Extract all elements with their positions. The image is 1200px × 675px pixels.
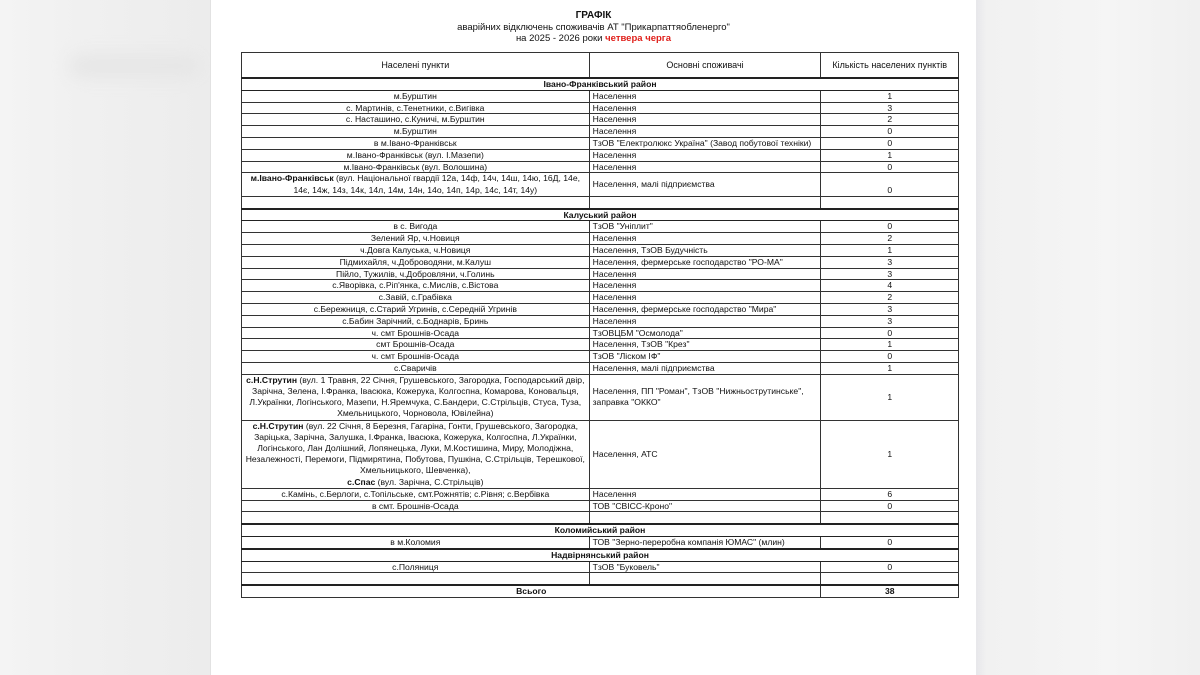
count-cell: 0	[821, 536, 959, 548]
count-cell: 2	[821, 233, 959, 245]
empty-cell	[589, 196, 821, 208]
table-row	[242, 221, 959, 233]
table-row	[242, 303, 959, 315]
count-cell: 0	[821, 561, 959, 573]
table-row	[242, 292, 959, 304]
location-cell	[242, 374, 590, 420]
consumers-cell: Населення, малі підприємства	[589, 173, 821, 196]
district-name: Надвірнянський район	[242, 549, 959, 561]
location-main: с.Н.Струтин	[246, 374, 298, 385]
table-row	[242, 137, 959, 149]
consumers-cell: Населення	[589, 268, 821, 280]
location-cell: с. Мартинів, с.Тенетники, с.Вигівка	[242, 102, 590, 114]
location-cell: с.Камінь, с.Берлоги, с.Топільське, смт.Рожнятів; с.Рівня; с.Вербівка	[242, 488, 590, 500]
consumers-cell: ТзОВЦБМ "Осмолода"	[589, 327, 821, 339]
count-cell: 2	[821, 114, 959, 126]
consumers-cell: Населення, АТС	[589, 420, 821, 488]
location-cell: ч. смт Брошнів-Осада	[242, 327, 590, 339]
location-main: м.Івано-Франківськ	[250, 173, 334, 184]
location-cell: Зелений Яр, ч.Новиця	[242, 233, 590, 245]
background-smudge	[70, 55, 200, 77]
total-value: 38	[821, 585, 959, 597]
empty-row	[242, 512, 959, 524]
count-cell: 0	[821, 351, 959, 363]
header-consumers: Основні споживачі	[589, 53, 821, 79]
consumers-cell: Населення	[589, 292, 821, 304]
district-row	[242, 78, 959, 90]
location-cell: с.Поляниця	[242, 561, 590, 573]
location-cell: Пійло, Тужилів, ч.Добровляни, ч.Голинь	[242, 268, 590, 280]
table-row	[242, 536, 959, 548]
location-cell	[242, 173, 590, 196]
document-page	[210, 0, 976, 675]
district-row	[242, 524, 959, 536]
background-right	[975, 0, 1200, 675]
table-row	[242, 327, 959, 339]
count-cell: 1	[821, 374, 959, 420]
location-cell: м.Бурштин	[242, 90, 590, 102]
table-row	[242, 339, 959, 351]
location-cell: смт Брошнів-Осада	[242, 339, 590, 351]
count-cell: 1	[821, 362, 959, 374]
background-left	[0, 0, 210, 675]
consumers-cell: Населення, фермерське господарство "РО-МА"	[589, 256, 821, 268]
location-streets: (вул. 1 Травня, 22 Січня, Грушевського, Загородка, Господарський двір, Зарічна, Зелена, І.Франка, Івасюка, Кожерука, Колгоспна, Комарова, Коновальця, Л.Українки, Логінського, Мазепи, Н.Яремчука, С.Бандери, С.Стрільців, Стуса, Туза, Хмельницького, Чорновола, Ювілейна)	[249, 374, 585, 419]
count-cell: 2	[821, 292, 959, 304]
count-cell: 1	[821, 420, 959, 488]
total-label: Всього	[242, 585, 821, 597]
header-count: Кількість населених пунктів	[821, 53, 959, 79]
document-period	[211, 33, 976, 45]
district-row	[242, 549, 959, 561]
location-cell	[242, 420, 590, 488]
count-cell: 1	[821, 149, 959, 161]
consumers-cell: Населення	[589, 90, 821, 102]
consumers-cell: ТОВ "СВІСС-Кроно"	[589, 500, 821, 512]
document-header	[211, 10, 976, 45]
location-cell: с. Насташино, с.Куничі, м.Бурштин	[242, 114, 590, 126]
table-row	[242, 161, 959, 173]
table-header-row	[242, 53, 959, 79]
table-row	[242, 173, 959, 196]
consumers-cell: Населення, ПП "Роман", ТзОВ "Нижньострутинське", заправка "ОККО"	[589, 374, 821, 420]
empty-cell	[821, 196, 959, 208]
count-cell: 0	[821, 137, 959, 149]
empty-cell	[821, 512, 959, 524]
location-cell: ч. смт Брошнів-Осада	[242, 351, 590, 363]
location-cell: с.Завій, с.Грабівка	[242, 292, 590, 304]
empty-cell	[589, 512, 821, 524]
location-streets: (вул. Національної гвардії 12а, 14ф, 14ч, 14ш, 14ю, 16Д, 14е, 14є, 14ж, 14з, 14к, 14л, 14м, 14н, 14о, 14п, 14р, 14с, 14т, 14у)	[293, 173, 580, 195]
location-streets-2: (вул. Зарічна, С.Стрільців)	[375, 476, 484, 487]
district-row	[242, 209, 959, 221]
count-cell: 6	[821, 488, 959, 500]
consumers-cell: Населення, ТзОВ Будучність	[589, 244, 821, 256]
consumers-cell: Населення	[589, 149, 821, 161]
count-cell: 1	[821, 339, 959, 351]
table-row	[242, 280, 959, 292]
consumers-cell: Населення, ТзОВ "Крез"	[589, 339, 821, 351]
consumers-cell: Населення	[589, 114, 821, 126]
empty-cell	[589, 573, 821, 585]
count-cell: 1	[821, 90, 959, 102]
table-row	[242, 114, 959, 126]
count-cell: 3	[821, 102, 959, 114]
count-cell: 3	[821, 315, 959, 327]
empty-row	[242, 196, 959, 208]
consumers-cell: Населення	[589, 161, 821, 173]
district-name: Калуський район	[242, 209, 959, 221]
empty-cell	[242, 573, 590, 585]
table-row	[242, 420, 959, 488]
table-row	[242, 374, 959, 420]
count-cell: 1	[821, 244, 959, 256]
district-name: Коломийський район	[242, 524, 959, 536]
consumers-cell: ТзОВ "Електролюкс Україна" (Завод побутової техніки)	[589, 137, 821, 149]
location-main-2: с.Спас	[347, 476, 376, 487]
count-cell: 0	[821, 500, 959, 512]
consumers-cell: Населення, фермерське господарство "Мира"	[589, 303, 821, 315]
document-subtitle: аварійних відключень споживачів АТ "Прикарпаттяобленерго"	[457, 21, 730, 33]
table-row	[242, 256, 959, 268]
count-cell: 0	[821, 126, 959, 138]
empty-cell	[242, 512, 590, 524]
consumers-cell: Населення	[589, 126, 821, 138]
queue-label: четвера черга	[605, 33, 672, 44]
table-row	[242, 149, 959, 161]
consumers-cell: Населення	[589, 102, 821, 114]
location-main: с.Н.Струтин	[252, 420, 304, 431]
empty-row	[242, 573, 959, 585]
table-row	[242, 500, 959, 512]
table-row	[242, 268, 959, 280]
district-name: Івано-Франківський район	[242, 78, 959, 90]
table-body	[242, 78, 959, 597]
location-cell: в с. Вигода	[242, 221, 590, 233]
consumers-cell: Населення, малі підприємства	[589, 362, 821, 374]
count-cell: 0	[821, 173, 959, 196]
consumers-cell: ТзОВ "Буковель"	[589, 561, 821, 573]
location-cell: с.Сваричів	[242, 362, 590, 374]
consumers-cell: Населення	[589, 488, 821, 500]
table-row	[242, 102, 959, 114]
table-row	[242, 126, 959, 138]
table-row	[242, 362, 959, 374]
empty-cell	[821, 573, 959, 585]
location-streets: (вул. 22 Січня, 8 Березня, Гагаріна, Гонти, Грушевського, Загородка, Заріцька, Зарічна, Залушка, І.Франка, Івасюка, Кожерука, Колгоспна, Л.Українки, Логінського, Лан Долішний, Лопянецька, Луки, М.Костишина, Миру, Молодіжна, Незалежності, Перемоги, Підмирятина, Побутова, Пушкіна, С.Стрільців, Терешкової, Хмельницького, Шевченка),	[245, 420, 585, 476]
consumers-cell: Населення	[589, 315, 821, 327]
count-cell: 4	[821, 280, 959, 292]
count-cell: 0	[821, 161, 959, 173]
location-cell: м.Івано-Франківськ (вул. Волошина)	[242, 161, 590, 173]
table-row	[242, 561, 959, 573]
count-cell: 3	[821, 268, 959, 280]
document-title: ГРАФІК	[575, 10, 612, 21]
location-cell: Підмихайля, ч.Доброводяни, м.Калуш	[242, 256, 590, 268]
table-row	[242, 244, 959, 256]
consumers-cell: ТОВ "Зерно-переробна компанія ЮМАС" (млин)	[589, 536, 821, 548]
location-cell: в м.Івано-Франківськ	[242, 137, 590, 149]
table-row	[242, 233, 959, 245]
total-row	[242, 585, 959, 597]
location-cell: с.Бережниця, с.Старий Угринів, с.Середній Угринів	[242, 303, 590, 315]
empty-cell	[242, 196, 590, 208]
consumers-cell: Населення	[589, 280, 821, 292]
schedule-table	[241, 52, 959, 598]
location-cell: с.Бабин Зарічний, с.Боднарів, Бринь	[242, 315, 590, 327]
consumers-cell: ТзОВ "Ліском ІФ"	[589, 351, 821, 363]
consumers-cell: Населення	[589, 233, 821, 245]
consumers-cell: ТзОВ "Уніплит"	[589, 221, 821, 233]
table-row	[242, 315, 959, 327]
location-cell: м.Івано-Франківськ (вул. І.Мазепи)	[242, 149, 590, 161]
location-cell: в м.Коломия	[242, 536, 590, 548]
count-cell: 3	[821, 256, 959, 268]
table-row	[242, 488, 959, 500]
location-cell: с.Яворівка, с.Ріп'янка, с.Мислів, с.Вістова	[242, 280, 590, 292]
location-cell: в смт. Брошнів-Осада	[242, 500, 590, 512]
location-cell: ч.Довга Калуська, ч.Новиця	[242, 244, 590, 256]
count-cell: 0	[821, 221, 959, 233]
table-row	[242, 351, 959, 363]
header-locations: Населені пункти	[242, 53, 590, 79]
count-cell: 0	[821, 327, 959, 339]
period-prefix: на 2025 - 2026 роки	[515, 33, 606, 44]
table-row	[242, 90, 959, 102]
count-cell: 3	[821, 303, 959, 315]
location-cell: м.Бурштин	[242, 126, 590, 138]
